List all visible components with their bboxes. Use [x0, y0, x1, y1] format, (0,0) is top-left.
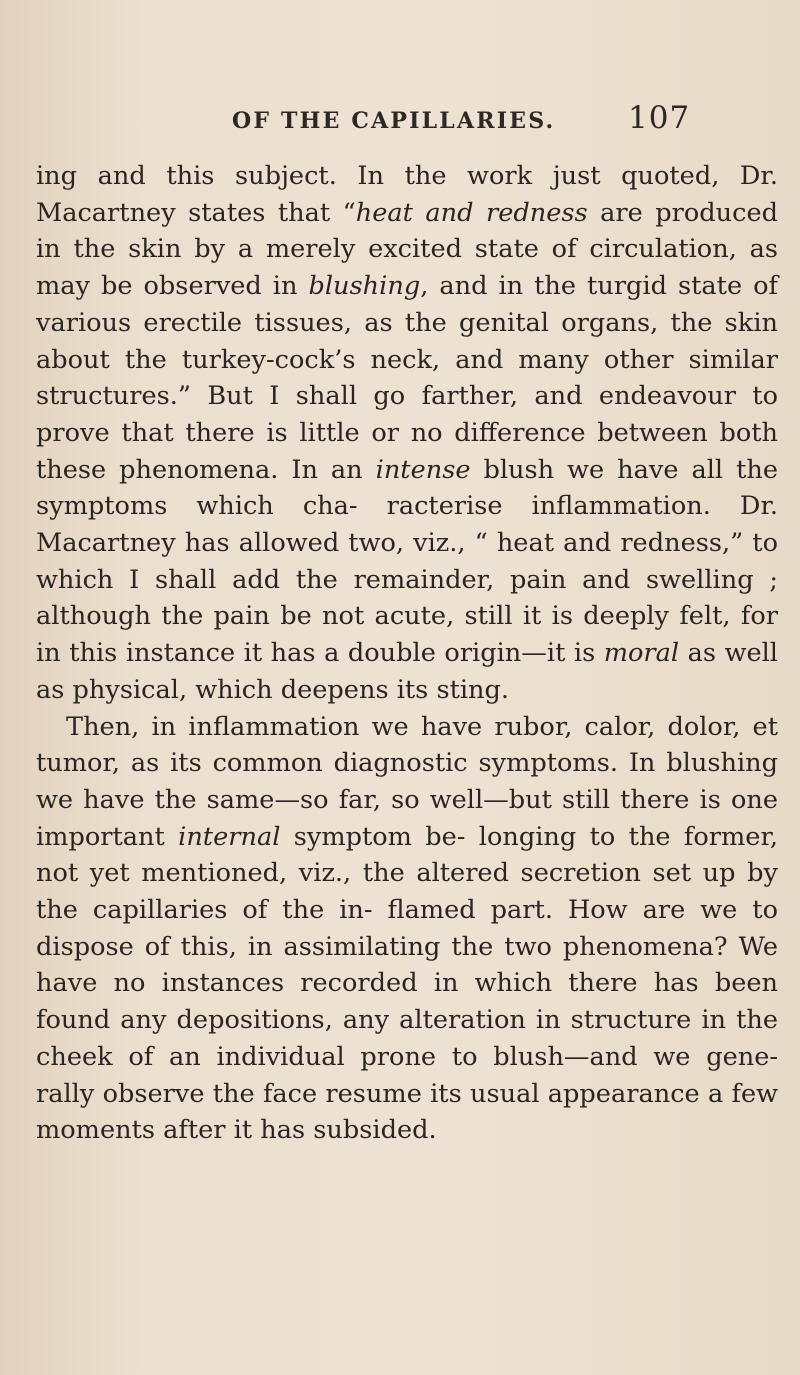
text-run: as well as physical, which deepens its sting. [36, 638, 778, 705]
italic-run: blushing [308, 271, 421, 302]
paragraph-2 [36, 709, 778, 1149]
text-run: Then, in inflammation we have rubor, calor, dolor, et tumor, as its common diagnostic symptoms. In blushing we have the same—so far, so well—but still there is one important [36, 711, 778, 852]
page-number: 107 [628, 100, 691, 136]
text-run: blush we have all the symptoms which cha- racterise inflammation. Dr. Macartney has allowed two, viz., “ heat and redness,” to which I shall add the remainder, pain and swelling ; although the pain be not acute, still it is deeply felt, for in this instance it has a double origin—it is [36, 454, 779, 669]
italic-run: internal [178, 821, 281, 852]
text-run: ing and this subject. In the work just quoted, Dr. Macartney states that “ [36, 161, 778, 228]
body-text [36, 158, 778, 1149]
italic-run: heat and redness [355, 197, 588, 228]
italic-run: moral [603, 638, 680, 669]
text-run: , and in the turgid state of various erectile tissues, as the genital organs, the skin about the turkey-cock’s neck, and many other similar structures.” But I shall go farther, and endeavour to prove that there is little or no difference between both these phenomena. In an [36, 271, 778, 485]
text-run: are produced in the skin by a merely excited state of circulation, as may be observed in [36, 197, 779, 302]
italic-run: intense [375, 454, 471, 485]
running-head: OF THE CAPILLARIES. [232, 108, 556, 134]
page-header [0, 100, 800, 150]
text-run: symptom be- longing to the former, not yet mentioned, viz., the altered secretion set up by the capillaries of the in- flamed part. How are we to dispose of this, in assimilating the two phenomena? We have no instances recorded in which there has been found any depositions, any alteration in structure in the cheek of an individual prone to blush—and we gene- rally observe the face resume its usual appearance a few moments after it has subsided. [36, 821, 778, 1146]
paragraph-1 [36, 158, 778, 709]
